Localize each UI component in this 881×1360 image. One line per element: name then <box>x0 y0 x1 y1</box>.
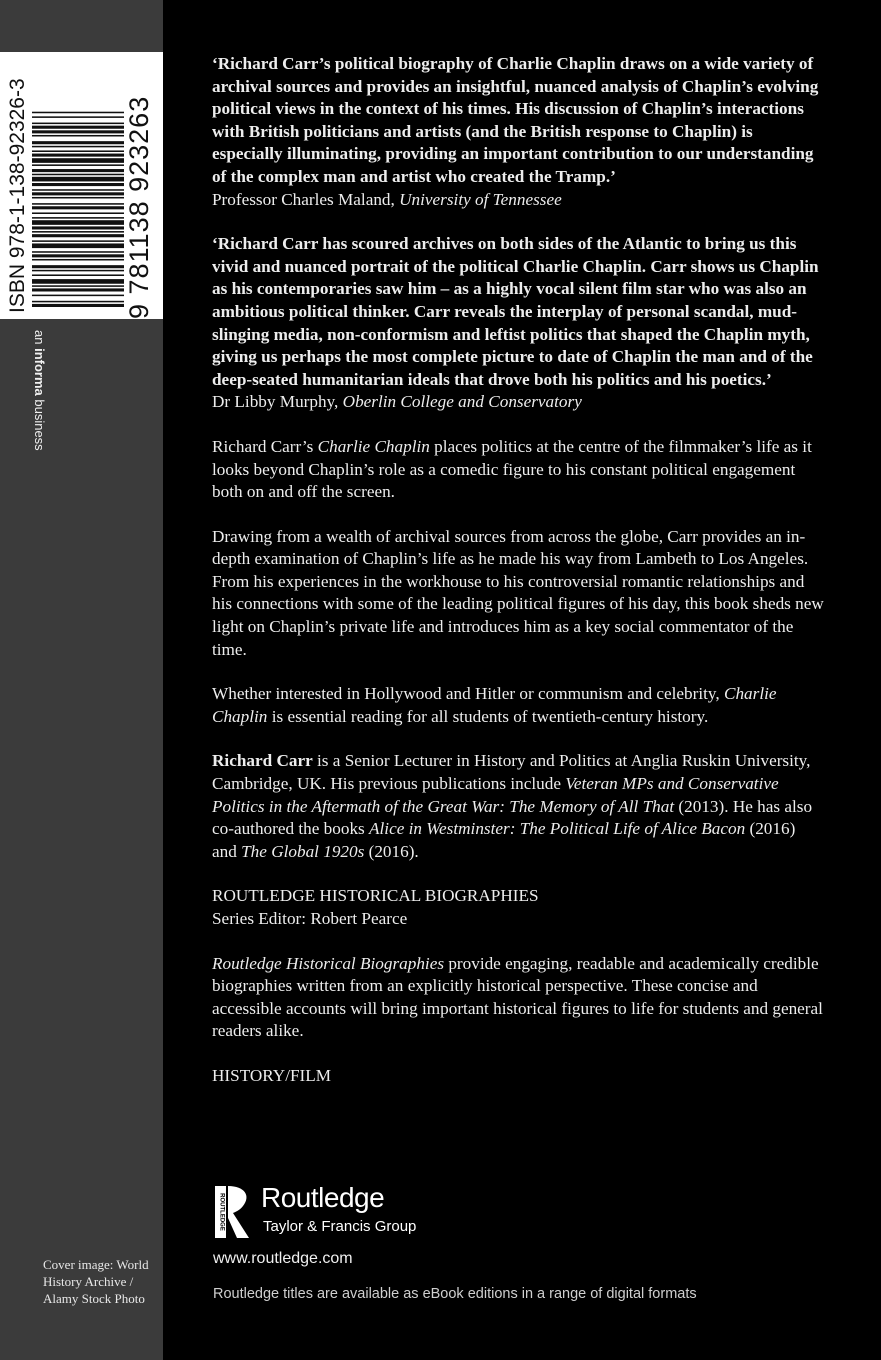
barcode-bar <box>32 141 124 144</box>
barcode-bar <box>32 112 124 114</box>
back-cover-text <box>212 53 824 1088</box>
barcode-bar <box>32 295 124 297</box>
blurb-paragraph-2: Drawing from a wealth of archival sources from across the globe, Carr provides an in-depth examination of Chaplin’s life as he made his way from Lambeth to Los Angeles. From his experiences in the workhouse to his controversial romantic relationships and his connections with some of the leading political figures of his day, this book sheds new light on Chaplin’s private life and introduces him as a key social commentator of the time. <box>212 526 824 659</box>
barcode-bar <box>32 288 124 291</box>
ebook-note: Routledge titles are available as eBook editions in a range of digital formats <box>213 1286 697 1302</box>
barcode-bar <box>32 206 124 209</box>
barcode-bar <box>32 116 124 118</box>
routledge-wordmark: Routledge <box>261 1182 385 1213</box>
barcode-bar <box>32 174 124 176</box>
barcode-bar <box>32 130 124 133</box>
barcode-bars <box>32 63 124 307</box>
subject-category: HISTORY/FILM <box>212 1065 332 1085</box>
barcode-bar <box>32 231 124 233</box>
barcode-bar <box>32 301 124 303</box>
endorsement-quote-2: ‘Richard Carr has scoured archives on both sides of the Atlantic to bring us this vivid and nuanced portrait of the political Charlie Chaplin. Carr shows us Chaplin as his contemporaries saw him – as a highly vocal silent film star who was also an ambitious political thinker. Carr reveals the interplay of personal scandal, mud-slinging media, non-conformism and leftist politics that shaped the Chaplin myth, giving us perhaps the most complete picture to date of Chaplin the man and of the deep-seated humanitarian ideals that drove both his politics and his poetics.’ <box>212 234 819 389</box>
cover-credit: Cover image: World History Archive / Alamy Stock Photo <box>43 1257 149 1306</box>
barcode-bar <box>32 304 124 307</box>
series-editor: Series Editor: Robert Pearce <box>212 909 408 928</box>
endorsement-quote-1: ‘Richard Carr’s political biography of Charlie Chaplin draws on a wide variety of archival sources and provides an insightful, nuanced analysis of Chaplin’s evolving political views in the context of his times. His discussion of Chaplin’s interactions with British politicians and artists (and the British response to Chaplin) is especially illuminating, providing an important contribution to our understanding of the complex man and artist who created the Tramp.’ <box>212 54 819 186</box>
routledge-logo <box>213 1180 513 1240</box>
barcode-bar <box>32 135 124 137</box>
barcode-bar <box>32 254 124 257</box>
barcode-bar <box>32 212 124 214</box>
barcode-bar <box>32 220 124 225</box>
barcode-bar <box>32 251 124 253</box>
barcode-bar <box>32 154 124 157</box>
barcode-bar <box>32 226 124 229</box>
barcode-bar <box>32 243 124 248</box>
series-title: ROUTLEDGE HISTORICAL BIOGRAPHIES <box>212 886 539 906</box>
svg-text:ROUTLEDGE: ROUTLEDGE <box>218 1193 225 1231</box>
barcode-bar <box>32 126 124 129</box>
barcode-bar <box>32 279 124 284</box>
routledge-mark-icon <box>213 1182 253 1240</box>
barcode-bar <box>32 270 124 272</box>
taylor-francis-label: Taylor & Francis Group <box>263 1218 417 1235</box>
barcode-bar <box>32 192 124 195</box>
barcode-bar <box>32 217 124 219</box>
blurb-paragraph-3: Whether interested in Hollywood and Hitler or communism and celebrity, Charlie Chaplin is essential reading for all students of twentieth-century history. <box>212 684 777 726</box>
barcode-bar <box>32 240 124 242</box>
informa-business-label: an informa business <box>32 330 47 451</box>
isbn-label: ISBN 978-1-138-92326-3 <box>6 78 29 313</box>
barcode-bar <box>32 265 124 268</box>
series-description: Routledge Historical Biographies provide engaging, readable and academically credible biographies written from an explicitly historical perspective. These concise and accessible accounts will bring important historical figures to life for students and general readers alike. <box>212 953 823 1041</box>
barcode-bar <box>32 183 124 186</box>
endorsement-attribution-2: Dr Libby Murphy, Oberlin College and Conservatory <box>212 392 582 412</box>
barcode-bar <box>32 158 124 163</box>
barcode-bar <box>32 177 124 182</box>
barcode-bar <box>32 234 124 237</box>
barcode-bar <box>32 197 124 199</box>
barcode-bar <box>32 189 124 191</box>
barcode-bar <box>32 203 124 205</box>
barcode-bar <box>32 150 124 152</box>
ean-digits: 9 781138 923263 <box>124 95 154 319</box>
barcode-bar <box>32 274 124 276</box>
barcode-bar <box>32 259 124 261</box>
barcode-bar <box>32 123 124 125</box>
barcode-bar <box>32 164 124 166</box>
author-bio: Richard Carr is a Senior Lecturer in History and Politics at Anglia Ruskin University, Cambridge, UK. His previous publications include Veteran MPs and Conservative Politics in the Aftermath of the Great War: The Memory of All That (2013). He has also co-authored the books Alice in Westminster: The Political Life of Alice Bacon (2016) and The Global 1920s (2016). <box>212 751 813 861</box>
barcode-bar <box>32 285 124 287</box>
barcode-bar <box>32 146 124 148</box>
endorsement-attribution-1: Professor Charles Maland, University of Tennessee <box>212 189 562 209</box>
blurb-paragraph-1: Richard Carr’s Charlie Chaplin places politics at the centre of the filmmaker’s life as it looks beyond Chaplin’s role as a comedic figure to his constant political engagement both on and off the screen. <box>212 436 812 502</box>
barcode <box>0 52 163 319</box>
barcode-bar <box>32 169 124 172</box>
publisher-url[interactable]: www.routledge.com <box>213 1250 353 1267</box>
